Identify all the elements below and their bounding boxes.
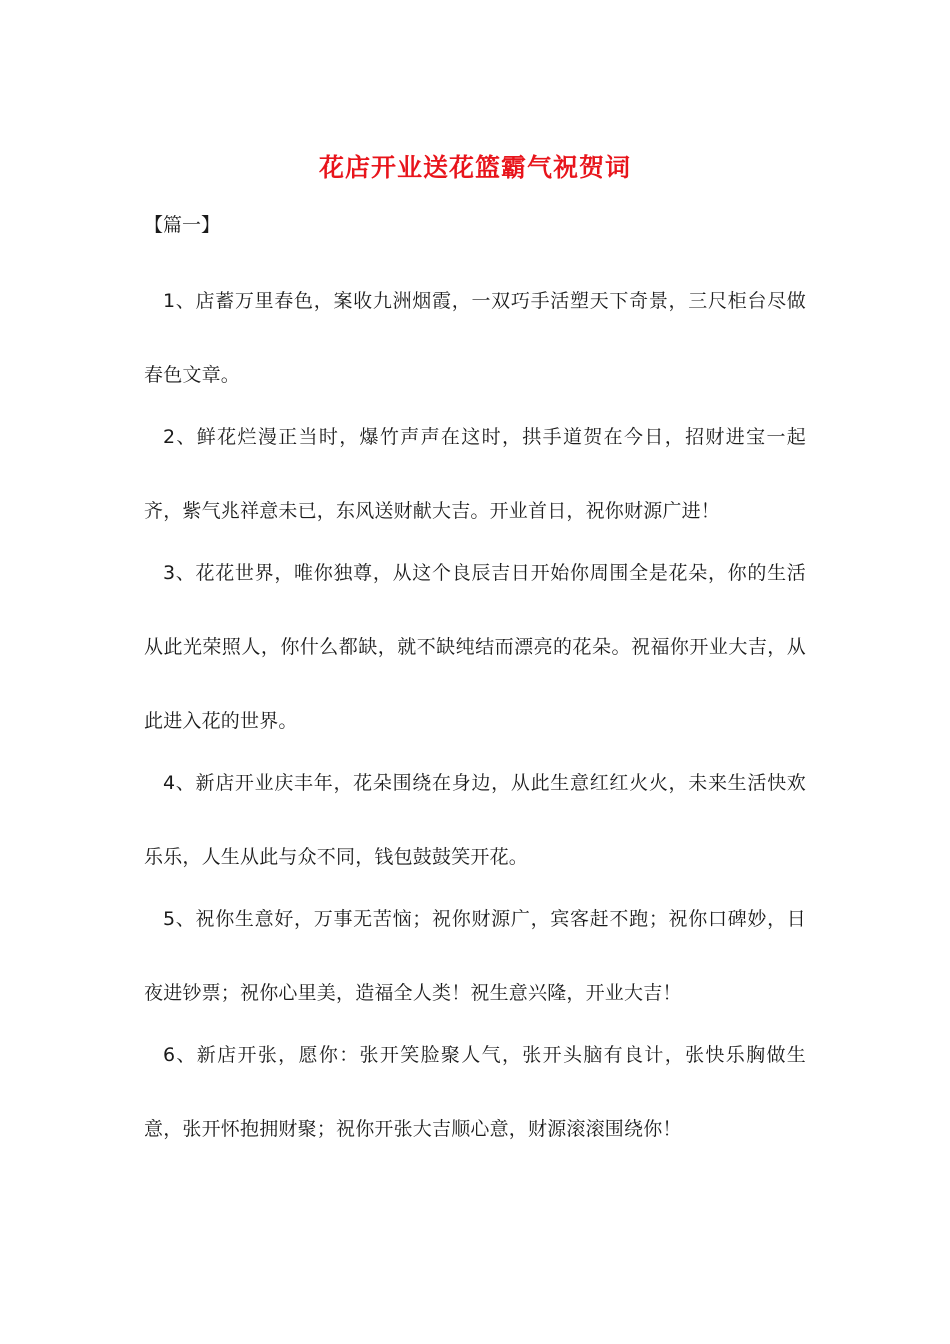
greeting-paragraph-1: 1、店蓄万里春色，案收九洲烟霞，一双巧手活塑天下奇景，三尺柜台尽做春色文章。 <box>144 290 806 386</box>
greeting-paragraph-4: 4、新店开业庆丰年，花朵围绕在身边，从此生意红红火火，未来生活快欢乐乐，人生从此与众不同，钱包鼓鼓笑开花。 <box>144 772 806 868</box>
section-label: 【篇一】 <box>144 214 221 236</box>
greeting-paragraph-6: 6、新店开张，愿你：张开笑脸聚人气，张开头脑有良计，张快乐胸做生意，张开怀抱拥财聚；祝你开张大吉顺心意，财源滚滚围绕你！ <box>144 1044 806 1140</box>
greeting-paragraph-3: 3、花花世界，唯你独尊，从这个良辰吉日开始你周围全是花朵，你的生活从此光荣照人，你什么都缺，就不缺纯结而漂亮的花朵。祝福你开业大吉，从此进入花的世界。 <box>144 562 806 732</box>
greetings-list <box>144 264 806 1166</box>
document-title: 花店开业送花篮霸气祝贺词 <box>318 153 631 182</box>
greeting-paragraph-2: 2、鲜花烂漫正当时，爆竹声声在这时，拱手道贺在今日，招财进宝一起齐，紫气兆祥意未已，东风送财献大吉。开业首日，祝你财源广进！ <box>144 426 806 522</box>
greeting-paragraph-5: 5、祝你生意好，万事无苦恼；祝你财源广，宾客赶不跑；祝你口碑妙，日夜进钞票；祝你心里美，造福全人类！祝生意兴隆，开业大吉！ <box>144 908 806 1004</box>
